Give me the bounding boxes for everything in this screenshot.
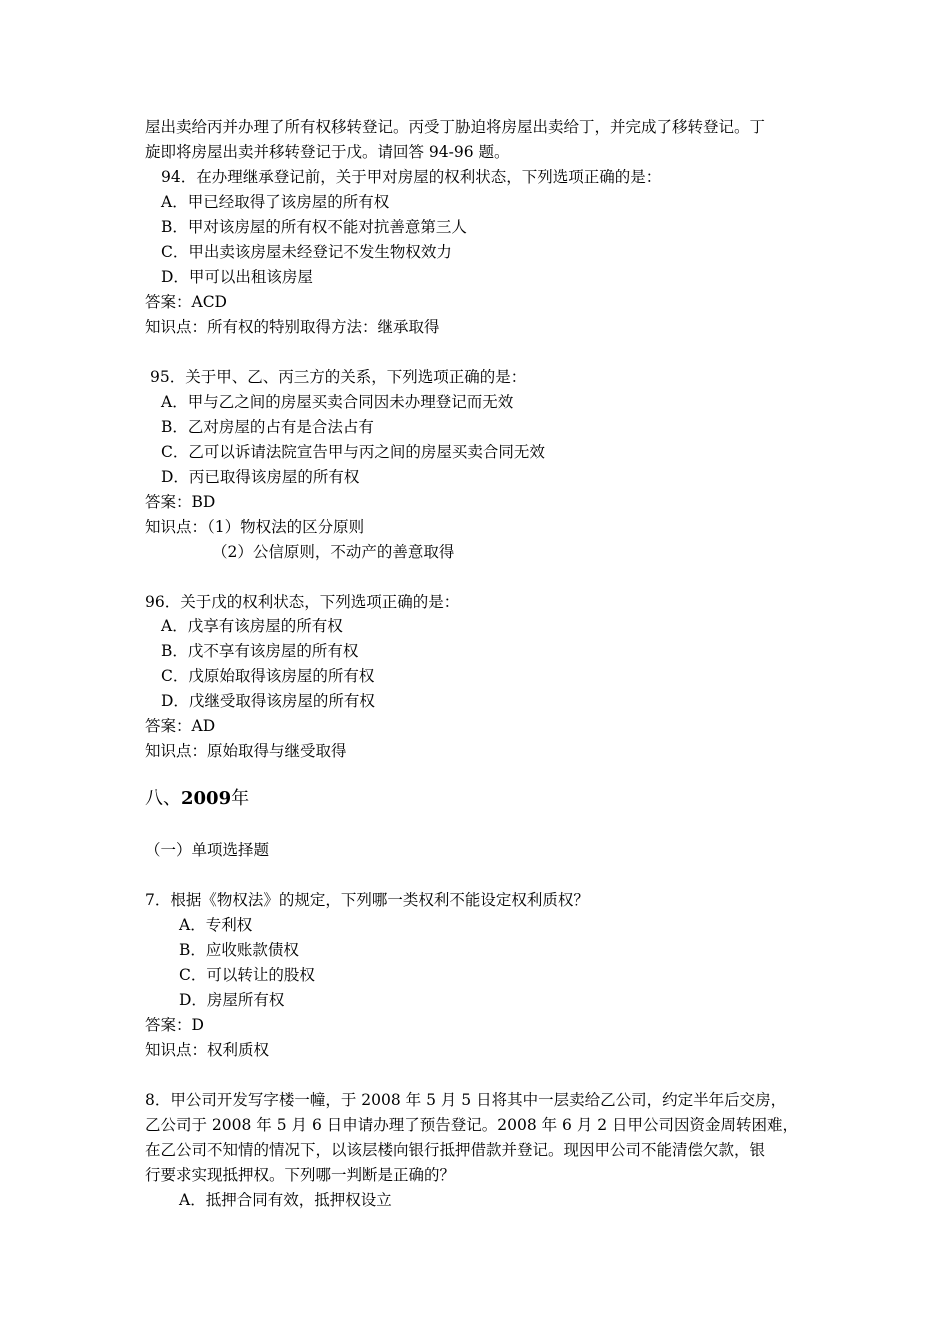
q94-answer: 答案：ACD: [145, 293, 227, 311]
q96-stem: 96．关于戊的权利状态，下列选项正确的是：: [145, 593, 460, 611]
section-year: 2009: [181, 788, 232, 809]
q7-option-c: C．可以转让的股权: [179, 966, 315, 984]
intro-line-1: 屋出卖给丙并办理了所有权移转登记。丙受丁胁迫将房屋出卖给丁，并完成了移转登记。丁: [145, 118, 766, 136]
q95-option-b: B．乙对房屋的占有是合法占有: [161, 418, 374, 436]
section-suffix: 年: [231, 788, 250, 809]
q96-knowledge: 知识点：原始取得与继受取得: [145, 742, 347, 760]
q95-knowledge: 知识点：（1）物权法的区分原则: [145, 518, 365, 536]
q94-option-b: B．甲对该房屋的所有权不能对抗善意第三人: [161, 218, 467, 236]
q96-option-a: A．戊享有该房屋的所有权: [161, 617, 343, 635]
section-prefix: 八、: [145, 788, 181, 809]
q7-option-b: B．应收账款债权: [179, 941, 299, 959]
q96-option-b: B．戊不享有该房屋的所有权: [161, 642, 359, 660]
q7-answer: 答案：D: [145, 1016, 204, 1034]
q7-option-d: D．房屋所有权: [179, 991, 285, 1009]
q94-option-a: A．甲已经取得了该房屋的所有权: [161, 193, 390, 211]
q95-option-d: D．丙已取得该房屋的所有权: [161, 468, 360, 486]
q7-knowledge: 知识点：权利质权: [145, 1041, 270, 1059]
subsection-title: （一）单项选择题: [145, 841, 270, 859]
q96-option-d: D．戊继受取得该房屋的所有权: [161, 692, 375, 710]
q94-knowledge: 知识点：所有权的特别取得方法：继承取得: [145, 318, 440, 336]
q8-stem-line-1: 8．甲公司开发写字楼一幢，于 2008 年 5 月 5 日将其中一层卖给乙公司，约定半年后交房，: [145, 1091, 787, 1109]
q96-answer: 答案：AD: [145, 717, 216, 735]
section-heading: [145, 786, 249, 812]
q94-option-d: D．甲可以出租该房屋: [161, 268, 313, 286]
q95-option-c: C．乙可以诉请法院宣告甲与丙之间的房屋买卖合同无效: [161, 443, 545, 461]
q95-option-a: A．甲与乙之间的房屋买卖合同因未办理登记而无效: [161, 393, 514, 411]
q94-option-c: C．甲出卖该房屋未经登记不发生物权效力: [161, 243, 452, 261]
q8-stem-line-4: 行要求实现抵押权。下列哪一判断是正确的？: [145, 1166, 456, 1184]
q7-stem: 7．根据《物权法》的规定，下列哪一类权利不能设定权利质权？: [145, 891, 589, 909]
q8-option-a: A．抵押合同有效，抵押权设立: [179, 1191, 392, 1209]
q95-knowledge-2: （2）公信原则，不动产的善意取得: [212, 543, 455, 561]
q7-option-a: A．专利权: [179, 916, 253, 934]
q8-stem-line-2: 乙公司于 2008 年 5 月 6 日申请办理了预告登记。2008 年 6 月 2 日甲公司因资金周转困难，: [145, 1116, 799, 1134]
q95-answer: 答案：BD: [145, 493, 216, 511]
q96-option-c: C．戊原始取得该房屋的所有权: [161, 667, 375, 685]
q8-stem-line-3: 在乙公司不知情的情况下，以该层楼向银行抵押借款并登记。现因甲公司不能清偿欠款，银: [145, 1141, 766, 1159]
intro-line-2: 旋即将房屋出卖并移转登记于戊。请回答 94-96 题。: [145, 143, 510, 161]
q95-stem: 95．关于甲、乙、丙三方的关系，下列选项正确的是：: [150, 368, 527, 386]
q94-stem: 94．在办理继承登记前，关于甲对房屋的权利状态，下列选项正确的是：: [161, 168, 662, 186]
